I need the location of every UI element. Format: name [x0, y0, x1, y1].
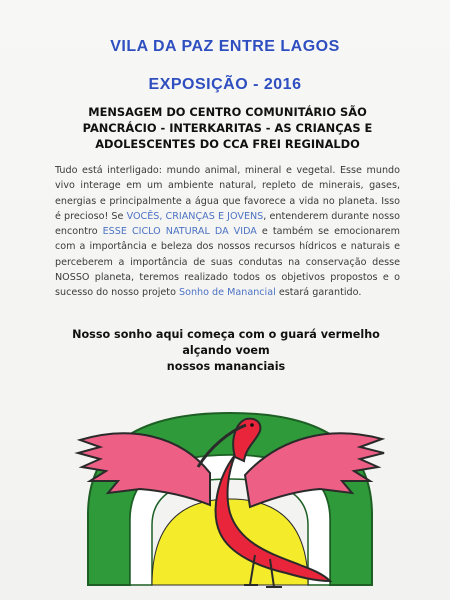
message-heading-line: PANCRÁCIO - INTERKARITAS - AS CRIANÇAS E	[82, 121, 373, 135]
message-heading-line: ADOLESCENTES DO CCA FREI REGINALDO	[95, 137, 360, 151]
body-text: e também se emocionarem com a importância e beleza dos nossos recursos hídricos e naturais e perceberem a importância de suas condutas na conservação desse NOSSO planeta, teremos realizado todos os objetivos propostos e o sucesso do nosso projeto	[55, 226, 400, 299]
body-text: Tudo está interligado: mundo animal, mineral e vegetal. Esse mundo vivo interage em um ambiente natural, repleto de minerais, gases, energias e principalmente a água que favorece a vida no planeta. Isso é precioso! Se	[55, 165, 400, 222]
body-text: , entenderem durante nosso encontro	[55, 210, 400, 238]
dream-statement	[50, 327, 402, 375]
body-highlight: VOCÊS, CRIANÇAS E JOVENS	[126, 210, 264, 222]
bird-eye	[250, 423, 254, 427]
dream-line: nossos mananciais	[166, 360, 286, 373]
body-highlight: ESSE CICLO NATURAL DA VIDA	[102, 226, 257, 238]
body-highlight: Sonho de Manancial	[179, 287, 276, 299]
dream-line: Nosso sonho aqui começa com o guará vermelho alçando voem	[72, 328, 380, 357]
document-title: VILA DA PAZ ENTRE LAGOS	[110, 38, 340, 55]
message-heading	[60, 104, 395, 152]
body-text: estará garantido.	[275, 287, 362, 299]
message-body	[55, 163, 400, 301]
exhibition-title: EXPOSIÇÃO - 2016	[148, 76, 302, 93]
scarlet-ibis-icon	[60, 395, 400, 595]
message-heading-line: MENSAGEM DO CENTRO COMUNITÁRIO SÃO	[88, 105, 367, 119]
